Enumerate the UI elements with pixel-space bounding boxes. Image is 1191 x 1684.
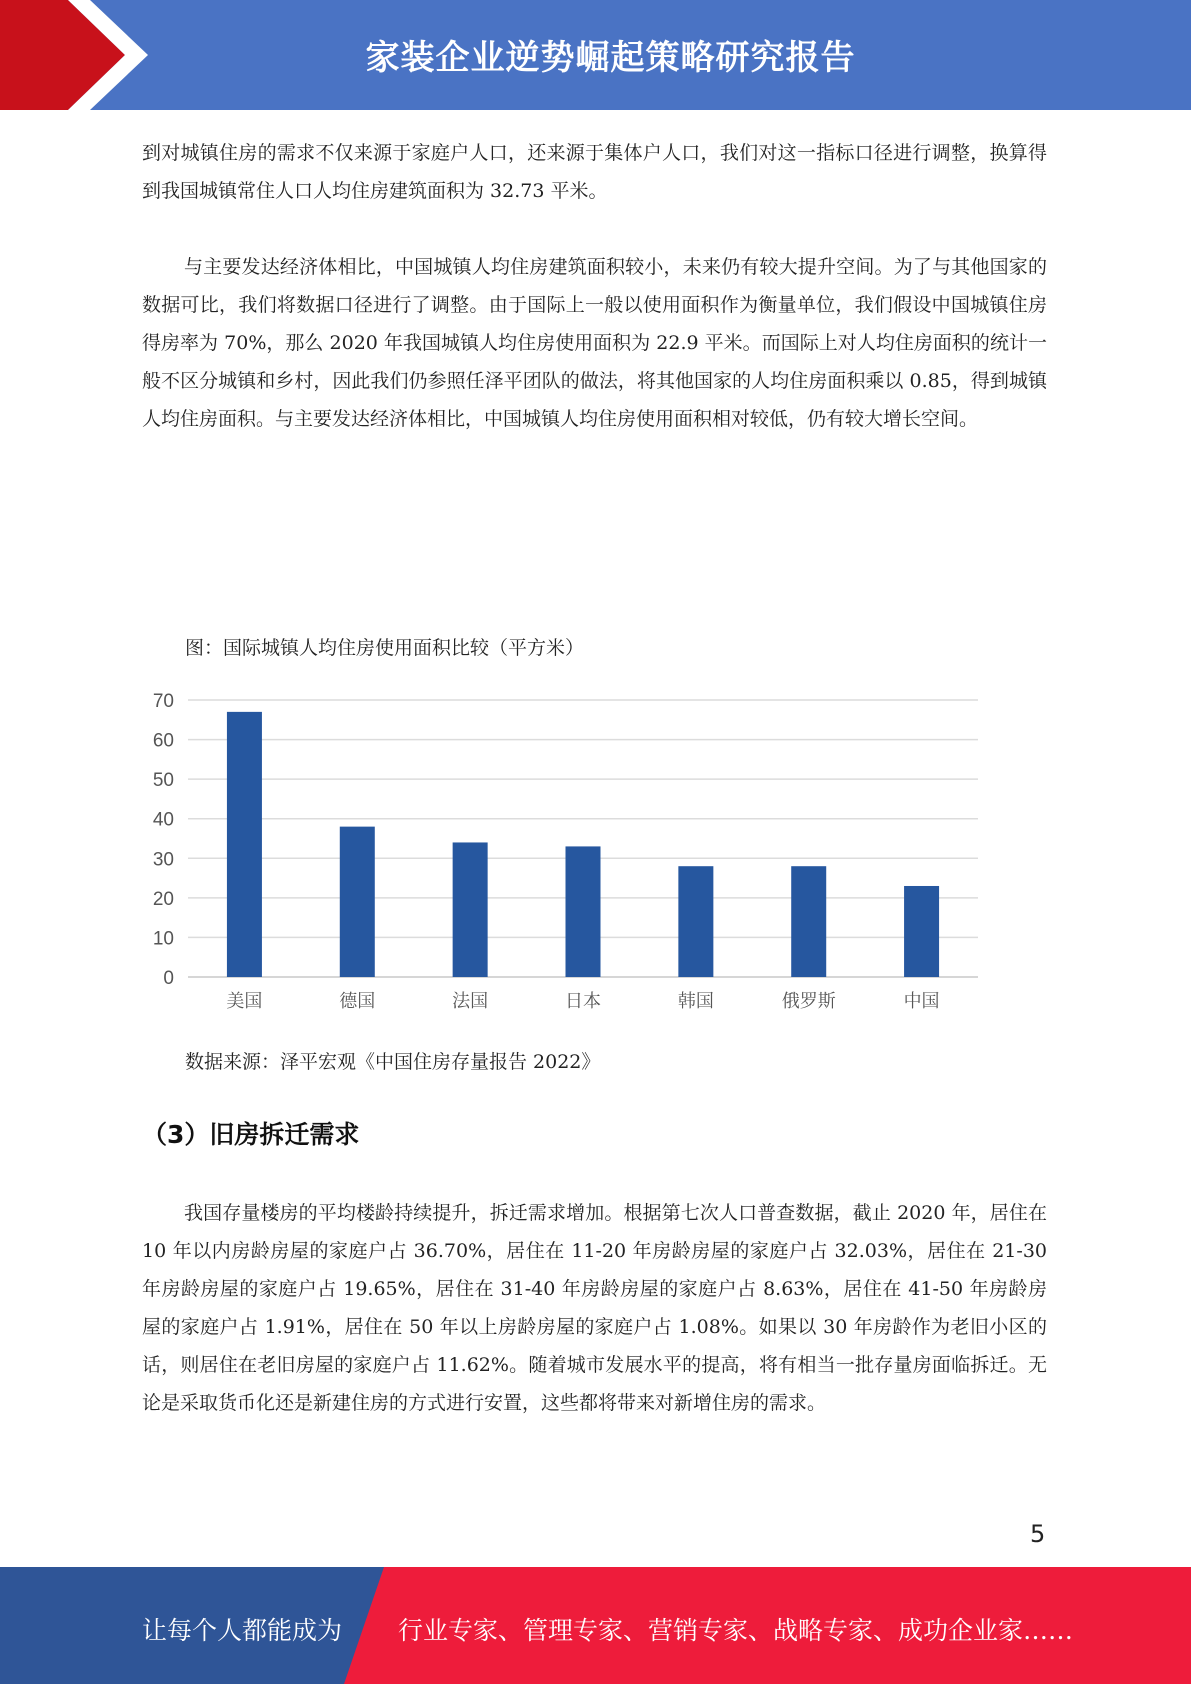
y-tick-label: 0: [163, 968, 174, 989]
x-tick-label: 法国: [452, 991, 489, 1012]
y-tick-label: 70: [152, 691, 174, 712]
bar-日本: [566, 846, 601, 977]
page-number: 5: [1030, 1520, 1046, 1548]
x-tick-label: 日本: [565, 991, 601, 1012]
y-tick-label: 50: [152, 770, 174, 792]
bar-德国: [340, 827, 375, 977]
x-tick-label: 美国: [226, 991, 263, 1012]
chart-x-axis: [226, 991, 939, 1012]
x-tick-label: 德国: [339, 991, 376, 1012]
section-heading: （3）旧房拆迁需求: [142, 1120, 360, 1149]
y-tick-label: 10: [152, 928, 174, 950]
paragraph-1: 到对城镇住房的需求不仅来源于家庭户人口，还来源于集体户人口，我们对这一指标口径进行调整，换算得到我国城镇常住人口人均住房建筑面积为 32.73 平米。: [142, 142, 1047, 202]
y-tick-label: 30: [152, 849, 174, 871]
footer-slogan-right: 行业专家、管理专家、营销专家、战略专家、成功企业家……: [398, 1616, 1074, 1645]
paragraph-2: 与主要发达经济体相比，中国城镇人均住房建筑面积较小，未来仍有较大提升空间。为了与其他国家的数据可比，我们将数据口径进行了调整。由于国际上一般以使用面积作为衡量单位，我们假设中国城镇住房得房率为 70%，那么 2020 年我国城镇人均住房使用面积为 22.9 平米。而国际上对人均住房面积的统计一般不区分城镇和乡村，因此我们仍参照任泽平团队的做法，将其他国家的人均住房面积乘以 0.85，得到城镇人均住房面积。与主要发达经济体相比，中国城镇人均住房使用面积相对较低，仍有较大增长空间。: [142, 256, 1047, 430]
paragraph-3: 我国存量楼房的平均楼龄持续提升，拆迁需求增加。根据第七次人口普查数据，截止 2020 年，居住在 10 年以内房龄房屋的家庭户占 36.70%，居住在 11-20 年房龄房屋的家庭户占 32.03%，居住在 21-30 年房龄房屋的家庭户占 19.65%，居住在 31-40 年房龄房屋的家庭户占 8.63%，居住在 41-50 年房龄房屋的家庭户占 1.91%，居住在 50 年以上房龄房屋的家庭户占 1.08%。如果以 30 年房龄作为老旧小区的话，则居住在老旧房屋的家庭户占 11.62%。随着城市发展水平的提高，将有相当一批存量房面临拆迁。无论是采取货币化还是新建住房的方式进行安置，这些都将带来对新增住房的需求。: [142, 1202, 1047, 1414]
figure-caption: 图：国际城镇人均住房使用面积比较（平方米）: [185, 637, 585, 659]
bar-法国: [453, 842, 488, 977]
y-tick-label: 20: [152, 888, 174, 910]
document-title: 家装企业逆势崛起策略研究报告: [365, 38, 856, 78]
page-header: [0, 0, 1191, 110]
bar-韩国: [678, 866, 713, 977]
bar-俄罗斯: [791, 866, 826, 977]
bar-中国: [904, 886, 939, 977]
data-source: 数据来源：泽平宏观《中国住房存量报告 2022》: [185, 1051, 601, 1073]
bar-美国: [227, 712, 262, 977]
x-tick-label: 韩国: [677, 991, 714, 1012]
x-tick-label: 俄罗斯: [781, 991, 836, 1012]
x-tick-label: 中国: [903, 991, 940, 1012]
footer-slogan-left: 让每个人都能成为: [142, 1616, 343, 1645]
chart-y-axis: [153, 691, 174, 989]
page-footer: [0, 1567, 1191, 1684]
y-tick-label: 60: [152, 730, 174, 752]
bar-chart: [130, 680, 1000, 1020]
y-tick-label: 40: [152, 809, 174, 831]
